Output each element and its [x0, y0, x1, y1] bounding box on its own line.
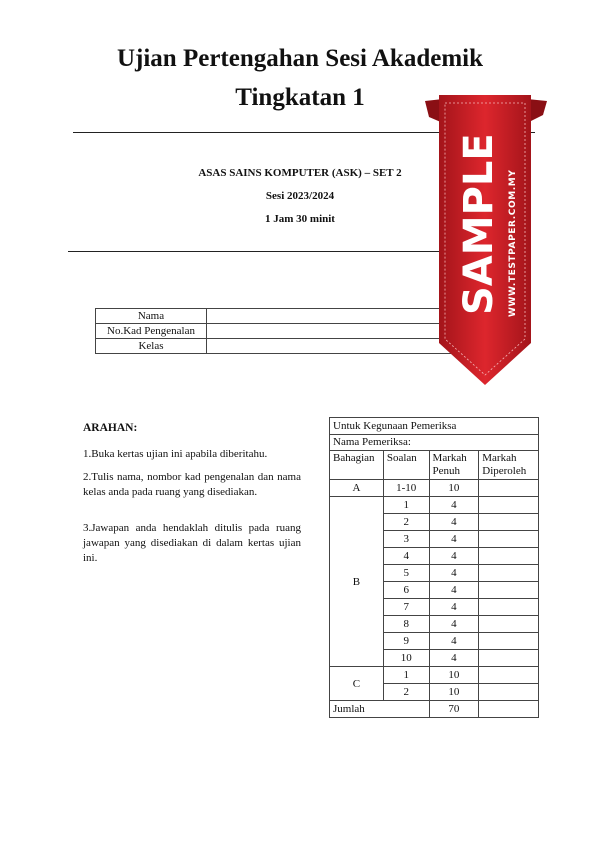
marks-obtained[interactable] [479, 514, 539, 531]
total-label: Jumlah [330, 701, 430, 718]
header-question: Soalan [383, 451, 429, 480]
section-a-marks: 10 [429, 480, 479, 497]
section-a-label: A [330, 480, 384, 497]
full-marks: 4 [429, 650, 479, 667]
full-marks: 4 [429, 548, 479, 565]
question-number: 2 [383, 684, 429, 701]
website-text: WWW.TESTPAPER.COM.MY [508, 169, 518, 317]
examiner-mark-table [329, 417, 539, 718]
class-label: Kelas [96, 339, 207, 354]
full-marks: 4 [429, 599, 479, 616]
ic-label: No.Kad Pengenalan [96, 324, 207, 339]
marks-obtained[interactable] [479, 497, 539, 514]
marks-obtained[interactable] [479, 582, 539, 599]
marks-obtained[interactable] [479, 531, 539, 548]
marks-obtained[interactable] [479, 633, 539, 650]
question-number: 3 [383, 531, 429, 548]
full-marks: 4 [429, 531, 479, 548]
full-marks: 4 [429, 616, 479, 633]
full-marks: 10 [429, 684, 479, 701]
full-marks: 4 [429, 582, 479, 599]
full-marks: 4 [429, 514, 479, 531]
marks-obtained[interactable] [479, 565, 539, 582]
question-number: 8 [383, 616, 429, 633]
duration-label: 1 Jam 30 minit [265, 213, 335, 225]
title-line-2: Tingkatan 1 [235, 84, 365, 111]
marks-obtained[interactable] [479, 599, 539, 616]
question-number: 4 [383, 548, 429, 565]
subject-title: ASAS SAINS KOMPUTER (ASK) – SET 2 [198, 167, 402, 179]
full-marks: 4 [429, 633, 479, 650]
full-marks: 4 [429, 497, 479, 514]
marks-obtained[interactable] [479, 650, 539, 667]
table-row [330, 480, 539, 497]
header-section: Bahagian [330, 451, 384, 480]
marks-obtained[interactable] [479, 667, 539, 684]
instruction-2: 2.Tulis nama, nombor kad pengenalan dan nama kelas anda pada ruang yang disediakan. [83, 471, 301, 498]
question-number: 1 [383, 667, 429, 684]
marks-obtained[interactable] [479, 684, 539, 701]
marks-obtained[interactable] [479, 548, 539, 565]
total-marks: 70 [429, 701, 479, 718]
table-row-total [330, 701, 539, 718]
examiner-name-label: Nama Pemeriksa: [330, 434, 539, 451]
question-number: 5 [383, 565, 429, 582]
instruction-1: 1.Buka kertas ujian ini apabila diberitahu. [83, 448, 268, 460]
mark-table-title: Untuk Kegunaan Pemeriksa [330, 418, 539, 435]
question-number: 10 [383, 650, 429, 667]
section-a-question: 1-10 [383, 480, 429, 497]
section-c-label: C [330, 667, 384, 701]
question-number: 1 [383, 497, 429, 514]
instruction-3: 3.Jawapan anda hendaklah ditulis pada ruang jawapan yang disediakan di dalam kertas ujian ini. [83, 522, 301, 564]
title-line-1: Ujian Pertengahan Sesi Akademik [116, 45, 483, 72]
question-number: 9 [383, 633, 429, 650]
session-label: Sesi 2023/2024 [265, 190, 335, 202]
sample-watermark-ribbon [415, 93, 555, 388]
section-b-label: B [330, 497, 384, 667]
sample-text: SAMPLE [456, 133, 502, 315]
question-number: 6 [383, 582, 429, 599]
table-row [330, 497, 539, 514]
full-marks: 4 [429, 565, 479, 582]
total-obtained[interactable] [479, 701, 539, 718]
header-marks-obtained: Markah Diperoleh [479, 451, 539, 480]
full-marks: 10 [429, 667, 479, 684]
question-number: 2 [383, 514, 429, 531]
question-number: 7 [383, 599, 429, 616]
marks-obtained[interactable] [479, 616, 539, 633]
table-row [330, 667, 539, 684]
instructions-title: ARAHAN: [83, 422, 138, 434]
header-full-marks: Markah Penuh [429, 451, 479, 480]
name-label: Nama [96, 309, 207, 324]
section-a-obtained[interactable] [479, 480, 539, 497]
